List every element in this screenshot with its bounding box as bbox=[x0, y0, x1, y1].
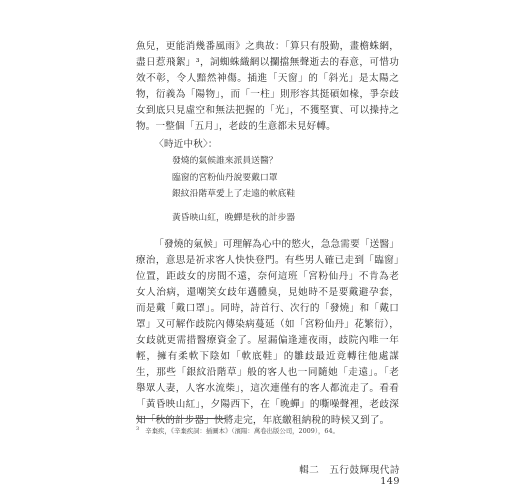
body-text-bottom bbox=[136, 237, 399, 429]
poem-line: 發燒的氣候誰來派員送醫？ bbox=[172, 156, 278, 166]
poem-line: 銀紋沿階草愛上了走遠的軟底鞋 bbox=[172, 189, 296, 199]
footnote-text: 辛棄疾，《辛棄疾詞：插圖本》（濱陽：萬卷出版公司，2009），64。 bbox=[145, 427, 339, 436]
footnote-divider bbox=[136, 418, 226, 419]
paragraph-continuation: 魚兒，更能消幾番風雨》之典故：「算只有殷勤，畫檐蛛網，盡日惹飛絮」³，詞蜘蛛織網以攔擋無聲逝去的春意，可惜功效不彰，令人黯然神傷。插進「天窗」的「斜光」是太陽之物，衍義為「陽物」，而「一柱」則形容其挺碩如椽，爭奈歧女到底只見虛空和無法把握的「光」，不獲堅實、可以操持之物。一整個「五月」，老歧的生意都未見好轉。 bbox=[136, 41, 399, 132]
running-footer: 輯二 五行鼓輝現代詩 149 bbox=[299, 465, 411, 487]
body-text-top bbox=[136, 39, 399, 153]
poem-stanza-2 bbox=[172, 210, 398, 227]
footnote-marker: 3 bbox=[136, 426, 140, 432]
poem-line: 臨窗的宮粉仙丹說要戴口罩 bbox=[172, 172, 278, 183]
paragraph-commentary: 「發燒的氣候」可理解為心中的慾火，急急需要「送醫」療治，意思是祈求客人快快登門。有些男人確已走到「臨窗」位置，距歧女的房間不遠，奈何這班「宮粉仙丹」不肯為老女人治病，還嘲笑女歧年邁體臭，見她時不是要戴避孕套，而是戴「戴口罩」。同時，詩首行、次行的「發燒」和「戴口罩」又可解作歧院內傳染病蔓延（如「宮粉仙丹」花繁衍），女歧就更需措醫療資金了。屋漏偏逢連夜雨，歧院內唯一年輕，擁有柔軟下陰如「軟底鞋」的雛歧最近竟轉往他處謀生，那些「銀紋沿階草」般的客人也一同隨她「走遠」。「老舉眾人妻，人客水流柴」，這次連僅有的客人都流走了。看看「黃昏映山紅」，夕陽西下，在「晚蟬」的嘶噪聲裡，老歧深知「秋的計步器」快將走完，年底繳租納稅的時候又到了。 bbox=[136, 239, 399, 426]
poem-title: 〈時近中秋〉： bbox=[154, 139, 218, 150]
footnote bbox=[136, 424, 399, 436]
poem-line: 黃昏映山紅，晚蟬是秋的計步器 bbox=[172, 213, 296, 223]
poem-stanza-1 bbox=[172, 153, 398, 203]
